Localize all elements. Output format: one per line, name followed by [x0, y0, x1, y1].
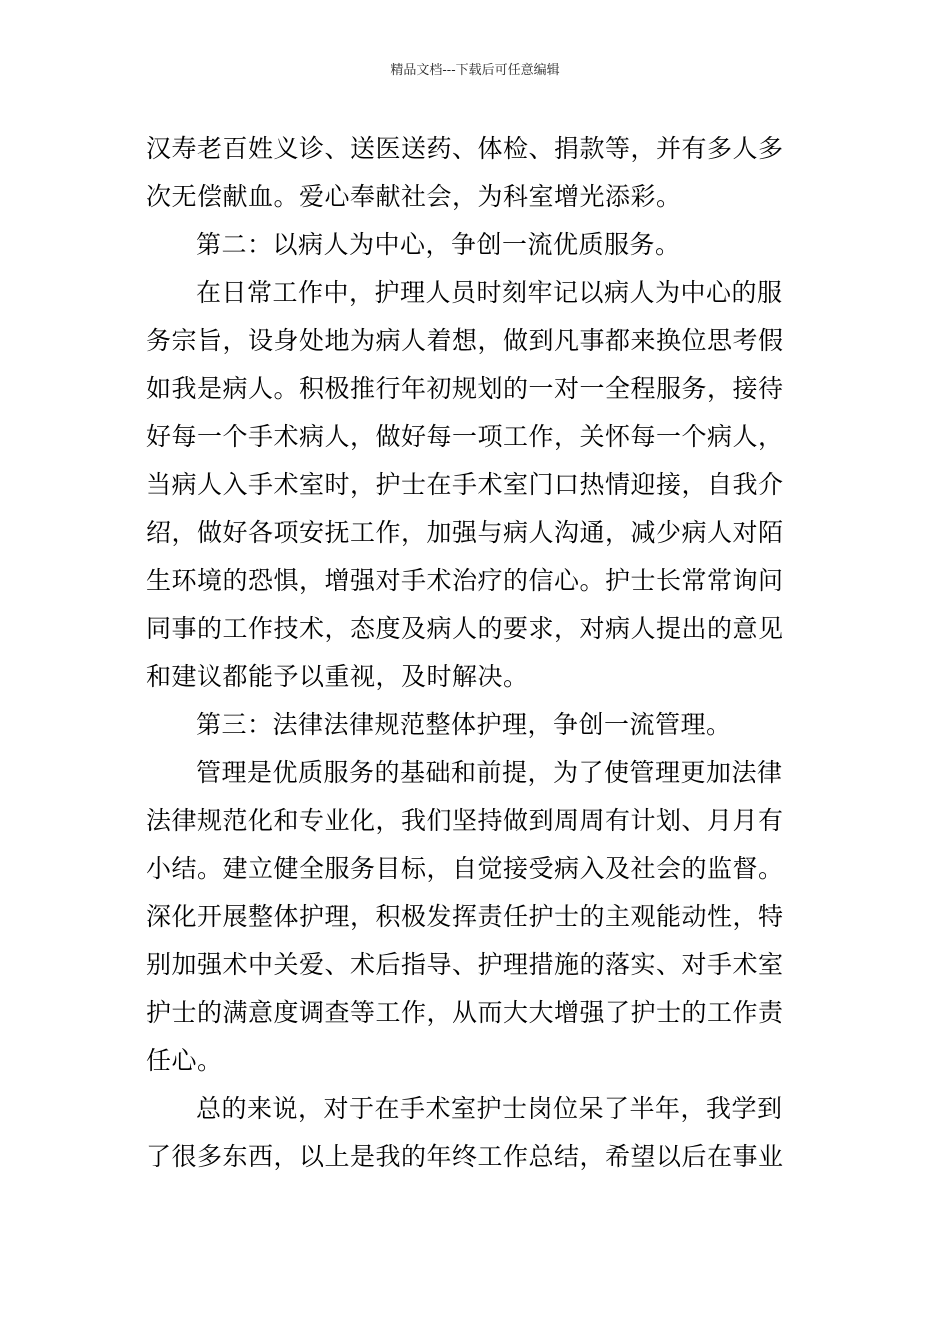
section-heading: 第三：法律法律规范整体护理，争创一流管理。 — [196, 710, 732, 739]
text-line: 别加强术中关爱、术后指导、护理措施的落实、对手术室 — [146, 950, 784, 979]
paragraph-start: 在日常工作中，护理人员时刻牢记以病人为中心的服 — [196, 278, 783, 307]
page-header: 精品文档---下载后可任意编辑 — [390, 63, 560, 78]
text-line: 生环境的恐惧，增强对手术治疗的信心。护士长常常询问 — [146, 566, 784, 595]
text-line: 护士的满意度调查等工作，从而大大增强了护士的工作责 — [146, 998, 784, 1027]
section-heading: 第二：以病人为中心，争创一流优质服务。 — [196, 230, 681, 259]
text-line: 任心。 — [146, 1046, 223, 1075]
text-line: 次无偿献血。爱心奉献社会，为科室增光添彩。 — [146, 182, 682, 211]
text-line: 和建议都能予以重视，及时解决。 — [146, 662, 529, 691]
text-line: 小结。建立健全服务目标，自觉接受病入及社会的监督。 — [146, 854, 784, 883]
text-line: 如我是病人。积极推行年初规划的一对一全程服务，接待 — [146, 374, 784, 403]
text-line: 同事的工作技术，态度及病人的要求，对病人提出的意见 — [146, 614, 784, 643]
paragraph-start: 管理是优质服务的基础和前提，为了使管理更加法律 — [196, 758, 783, 787]
text-line: 绍，做好各项安抚工作，加强与病人沟通，减少病人对陌 — [146, 518, 784, 547]
text-line: 务宗旨，设身处地为病人着想，做到凡事都来换位思考假 — [146, 326, 784, 355]
document-body — [146, 125, 810, 1181]
text-line: 好每一个手术病人，做好每一项工作，关怀每一个病人， — [146, 422, 784, 451]
text-line: 深化开展整体护理，积极发挥责任护士的主观能动性，特 — [146, 902, 784, 931]
paragraph-start: 总的来说，对于在手术室护士岗位呆了半年，我学到 — [196, 1094, 783, 1123]
text-line: 了很多东西，以上是我的年终工作总结，希望以后在事业 — [146, 1142, 784, 1171]
text-line: 当病人入手术室时，护士在手术室门口热情迎接，自我介 — [146, 470, 784, 499]
text-line: 汉寿老百姓义诊、送医送药、体检、捐款等，并有多人多 — [146, 134, 784, 163]
text-line: 法律规范化和专业化，我们坚持做到周周有计划、月月有 — [146, 806, 784, 835]
